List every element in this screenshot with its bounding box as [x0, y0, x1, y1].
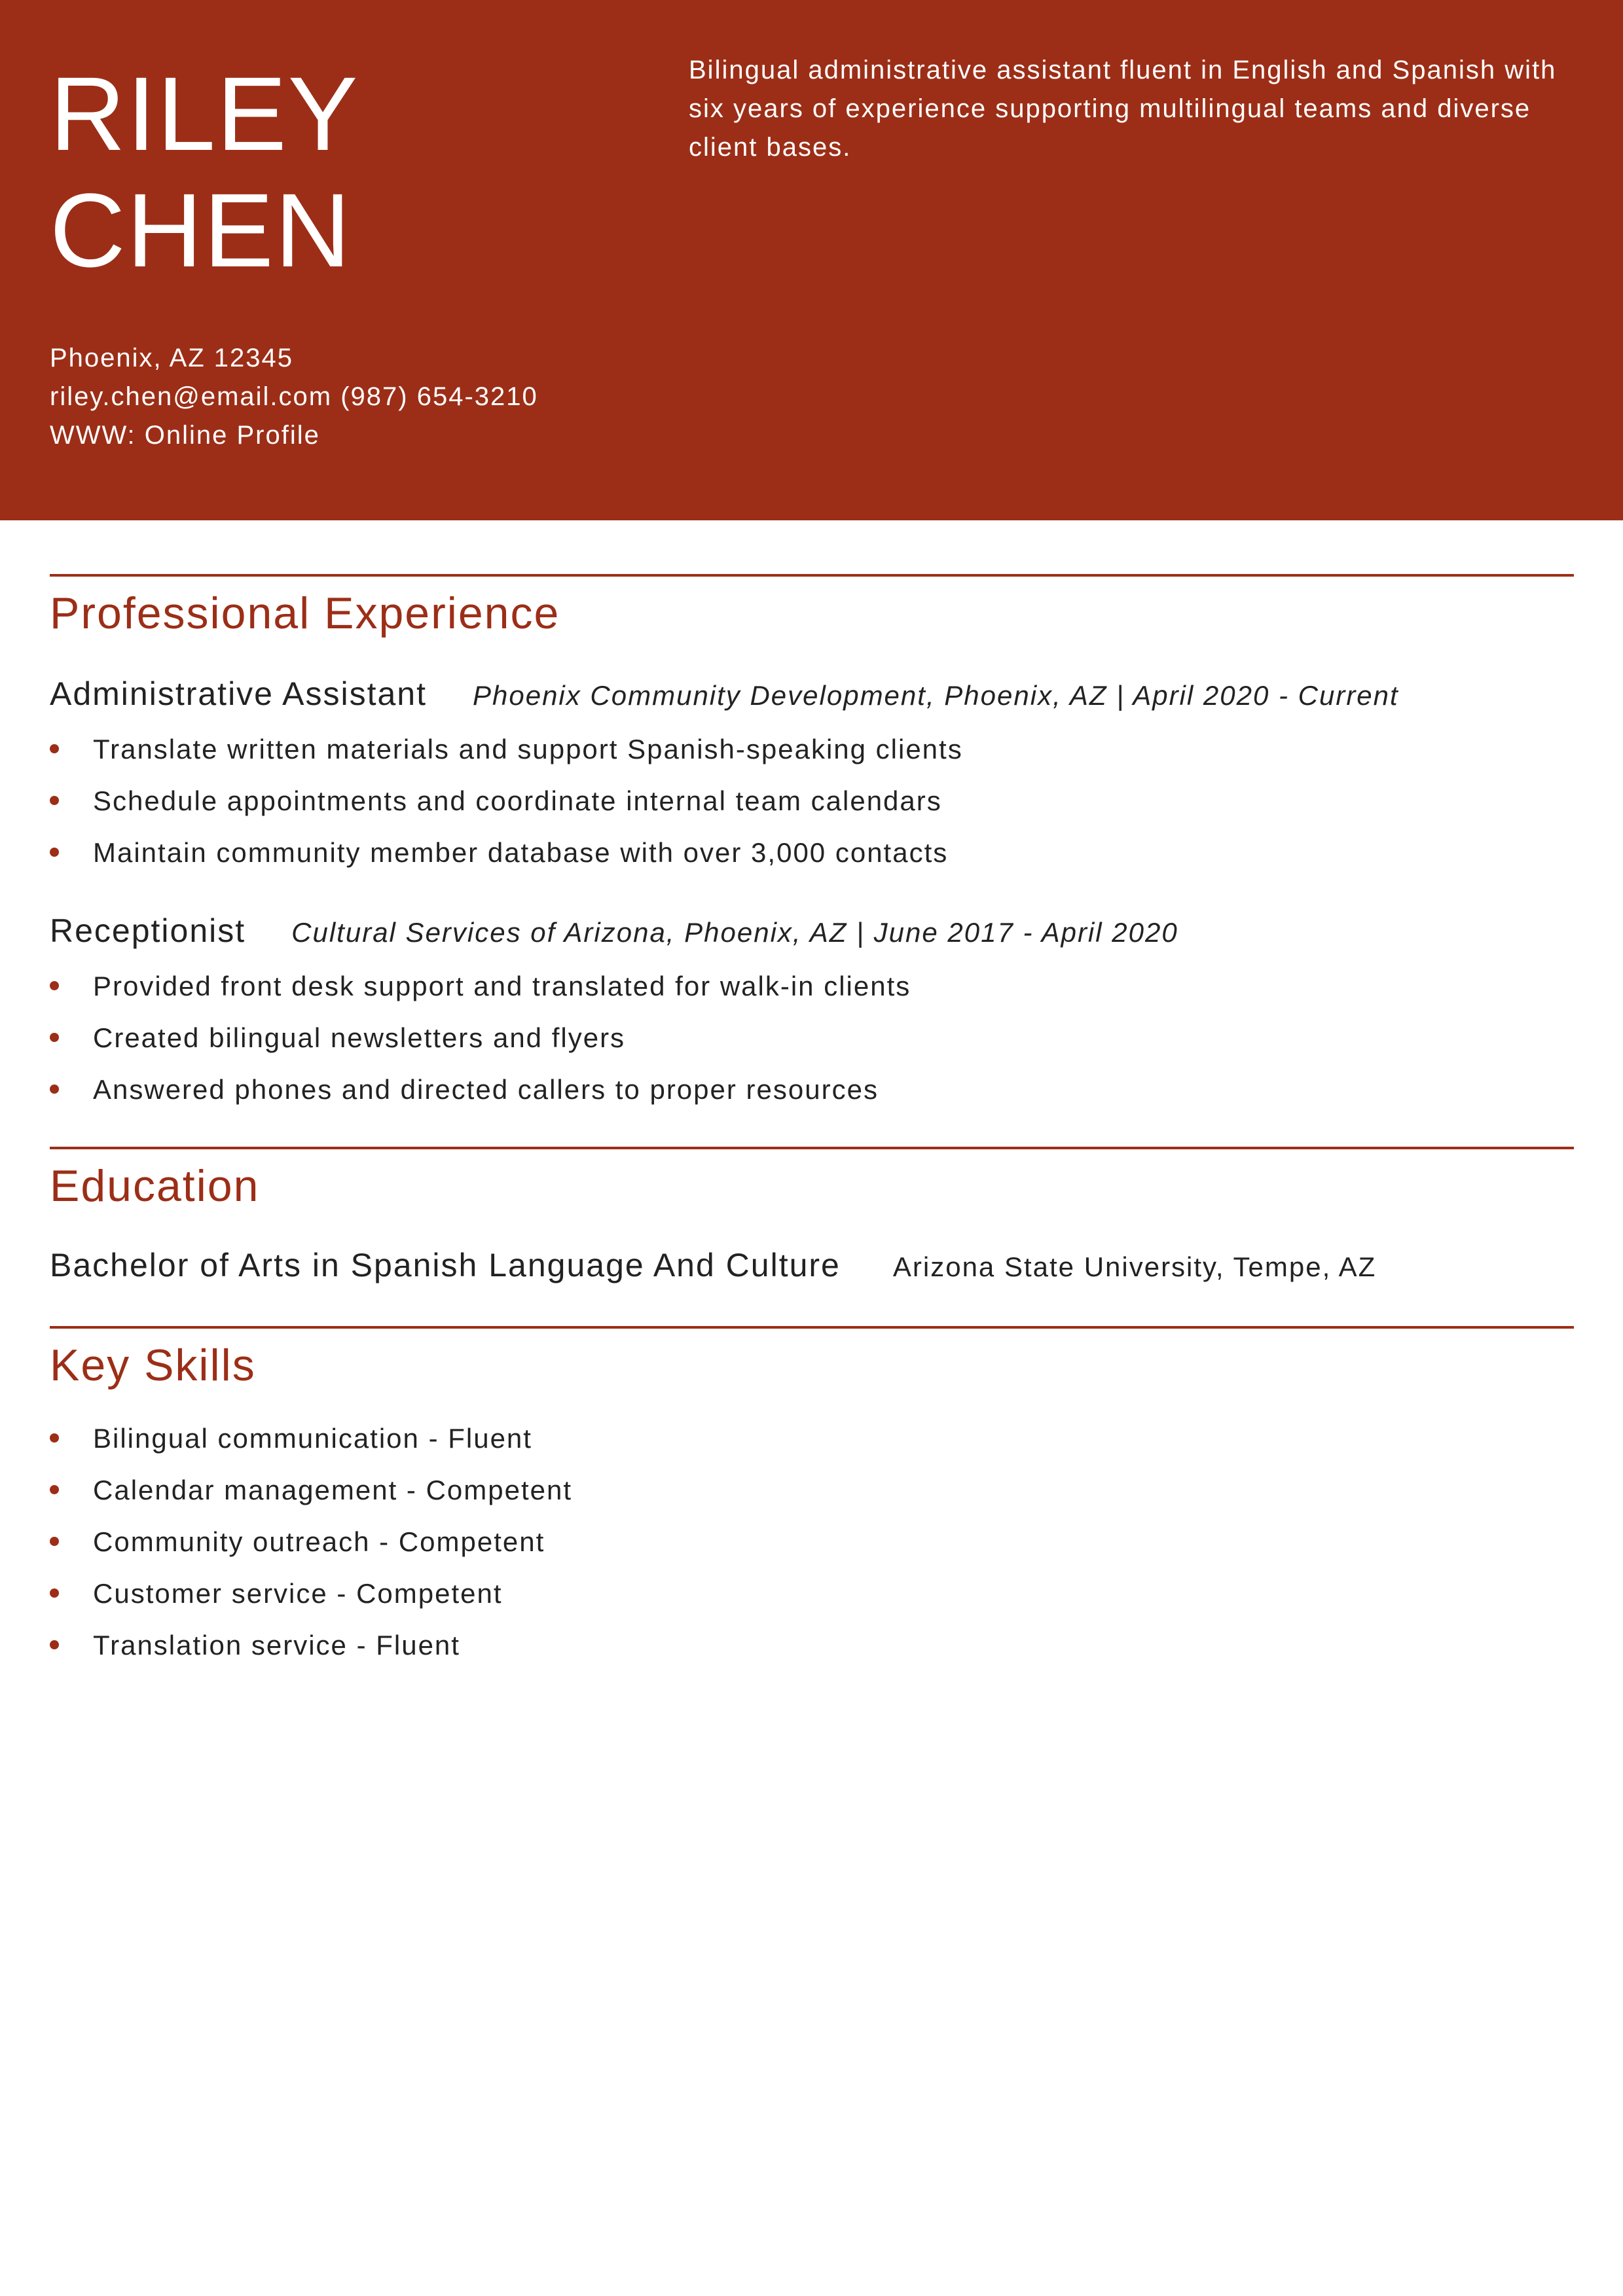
dot-icon — [50, 1640, 59, 1649]
list-item — [50, 1619, 572, 1671]
list-item — [50, 775, 963, 827]
resume-header — [0, 0, 1623, 520]
list-item — [50, 1012, 911, 1064]
list-item — [50, 1516, 572, 1568]
skill-text: Translation service - Fluent — [93, 1630, 460, 1660]
skill-text: Bilingual communication - Fluent — [93, 1423, 532, 1454]
section-divider — [50, 1147, 1574, 1149]
email-phone-line — [50, 378, 538, 416]
bullet-text: Answered phones and directed callers to proper resources — [93, 1074, 879, 1105]
dot-icon — [50, 848, 59, 857]
phone: (987) 654-3210 — [340, 382, 538, 411]
web-profile-link[interactable]: WWW: Online Profile — [50, 421, 320, 450]
dot-icon — [50, 1033, 59, 1042]
bullet-text: Translate written materials and support Spanish-speaking clients — [93, 734, 963, 764]
skill-text: Customer service - Competent — [93, 1578, 503, 1609]
experience-heading: Professional Experience — [50, 588, 560, 638]
list-item — [50, 1464, 572, 1516]
bullet-text: Schedule appointments and coordinate internal team calendars — [93, 785, 942, 816]
last-name: CHEN — [50, 171, 352, 289]
job-position: Administrative Assistant — [50, 675, 427, 712]
bullet-text: Maintain community member database with over 3,000 contacts — [93, 837, 949, 868]
job-bullets — [50, 723, 963, 878]
dot-icon — [50, 1588, 59, 1598]
school: Arizona State University, Tempe, AZ — [892, 1251, 1377, 1282]
contact-info — [50, 339, 538, 455]
first-name: RILEY — [50, 55, 359, 172]
professional-summary: Bilingual administrative assistant fluent in English and Spanish with six years of experience supporting multilingual teams and diverse client bases. — [689, 56, 1557, 162]
section-divider — [50, 574, 1574, 577]
list-item — [50, 1412, 572, 1464]
list-item — [50, 827, 963, 878]
dot-icon — [50, 1485, 59, 1494]
dot-icon — [50, 744, 59, 753]
dot-icon — [50, 981, 59, 990]
bullet-text: Created bilingual newsletters and flyers — [93, 1022, 626, 1053]
list-item — [50, 1064, 911, 1115]
degree: Bachelor of Arts in Spanish Language And Culture — [50, 1247, 841, 1283]
dot-icon — [50, 1537, 59, 1546]
job-header — [50, 674, 1399, 715]
skill-text: Community outreach - Competent — [93, 1526, 545, 1557]
job-bullets — [50, 960, 911, 1115]
job-meta: Cultural Services of Arizona, Phoenix, AZ | June 2017 - April 2020 — [291, 917, 1178, 948]
list-item — [50, 1568, 572, 1619]
job-header — [50, 911, 1178, 952]
dot-icon — [50, 796, 59, 805]
skills-list — [50, 1412, 572, 1671]
education-heading: Education — [50, 1161, 260, 1211]
candidate-name — [50, 56, 359, 289]
job-position: Receptionist — [50, 912, 246, 949]
skills-heading: Key Skills — [50, 1340, 256, 1390]
address: Phoenix, AZ 12345 — [50, 344, 294, 372]
skill-text: Calendar management - Competent — [93, 1475, 573, 1505]
dot-icon — [50, 1085, 59, 1094]
list-item — [50, 960, 911, 1012]
dot-icon — [50, 1433, 59, 1443]
email: riley.chen@email.com — [50, 382, 333, 411]
bullet-text: Provided front desk support and translated for walk-in clients — [93, 971, 911, 1001]
job-meta: Phoenix Community Development, Phoenix, AZ | April 2020 - Current — [472, 680, 1399, 711]
education-entry — [50, 1246, 1376, 1287]
section-divider — [50, 1326, 1574, 1329]
list-item — [50, 723, 963, 775]
